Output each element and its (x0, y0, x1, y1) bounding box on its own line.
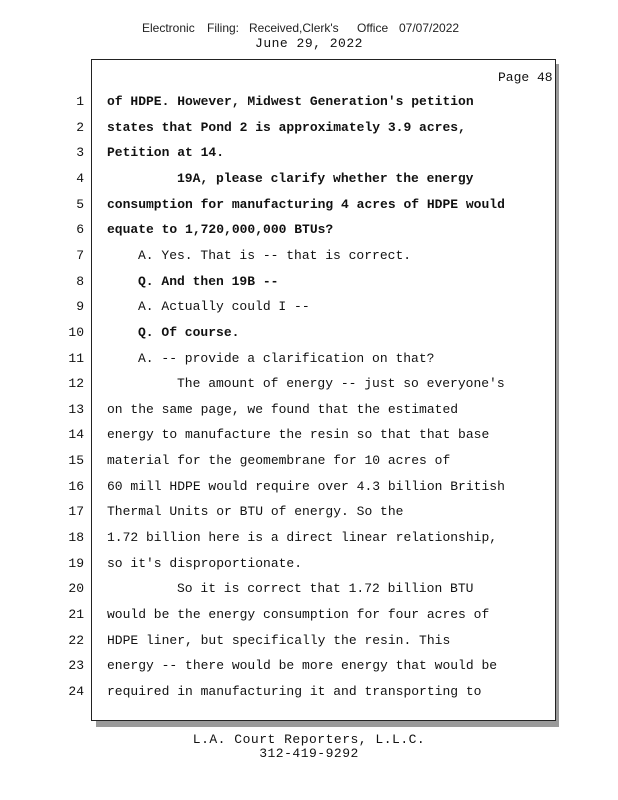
transcript-line: equate to 1,720,000,000 BTUs? (107, 222, 334, 237)
filing-date: 07/07/2022 (399, 21, 460, 35)
transcript-line: of HDPE. However, Midwest Generation's petition (107, 94, 474, 109)
transcript-line: 19A, please clarify whether the energy (177, 171, 474, 186)
transcript-line: on the same page, we found that the estimated (107, 402, 459, 417)
page-number: Page 48 (498, 70, 553, 85)
transcript-line: A. Actually could I -- (138, 299, 310, 314)
transcript-line: HDPE liner, but specifically the resin. This (107, 633, 451, 648)
transcript-line: A. Yes. That is -- that is correct. (138, 248, 412, 263)
line-number: 7 (76, 248, 84, 263)
line-number: 11 (68, 351, 84, 366)
transcript-line: energy -- there would be more energy that would be (107, 658, 498, 673)
line-number: 5 (76, 197, 84, 212)
transcript-line: Petition at 14. (107, 145, 225, 160)
filing-received: Received,Clerk's (249, 21, 339, 35)
reporter-phone: 312-419-9292 (259, 746, 359, 761)
line-number: 10 (68, 325, 84, 340)
transcript-line: material for the geomembrane for 10 acres of (107, 453, 451, 468)
transcript-line: energy to manufacture the resin so that that base (107, 427, 490, 442)
filing-label: Filing: (207, 21, 240, 35)
transcript-line: Thermal Units or BTU of energy. So the (107, 504, 404, 519)
transcript-line: A. -- provide a clarification on that? (138, 351, 435, 366)
line-number: 3 (76, 145, 84, 160)
transcript-line: Q. Of course. (138, 325, 240, 340)
transcript-line: would be the energy consumption for four acres of (107, 607, 490, 622)
line-number: 21 (68, 607, 84, 622)
transcript-line: The amount of energy -- just so everyone's (177, 376, 505, 391)
line-number: 18 (68, 530, 84, 545)
transcript-line: states that Pond 2 is approximately 3.9 acres, (107, 120, 466, 135)
transcript-line: 1.72 billion here is a direct linear relationship, (107, 530, 498, 545)
line-number: 9 (76, 299, 84, 314)
line-number: 1 (76, 94, 84, 109)
line-number: 12 (68, 376, 84, 391)
line-number: 13 (68, 402, 84, 417)
transcript-line: Q. And then 19B -- (138, 274, 279, 289)
transcript-line: So it is correct that 1.72 billion BTU (177, 581, 474, 596)
line-number: 20 (68, 581, 84, 596)
line-number: 19 (68, 556, 84, 571)
filing-office: Office (357, 21, 389, 35)
line-number: 22 (68, 633, 84, 648)
line-number: 17 (68, 504, 84, 519)
line-number: 24 (68, 684, 84, 699)
transcript-line: 60 mill HDPE would require over 4.3 billion British (107, 479, 505, 494)
filing-electronic: Electronic (142, 21, 195, 35)
hearing-date: June 29, 2022 (255, 36, 363, 51)
line-number: 23 (68, 658, 84, 673)
transcript-line: required in manufacturing it and transporting to (107, 684, 482, 699)
line-number: 6 (76, 222, 84, 237)
reporter-company: L.A. Court Reporters, L.L.C. (192, 732, 426, 747)
line-number: 15 (68, 453, 84, 468)
line-number: 16 (68, 479, 84, 494)
line-number: 2 (76, 120, 84, 135)
footer (0, 733, 618, 761)
line-number: 8 (76, 274, 84, 289)
line-number: 14 (68, 427, 84, 442)
line-number: 4 (76, 171, 84, 186)
transcript-line: consumption for manufacturing 4 acres of HDPE would (107, 197, 505, 212)
transcript-line: so it's disproportionate. (107, 556, 303, 571)
